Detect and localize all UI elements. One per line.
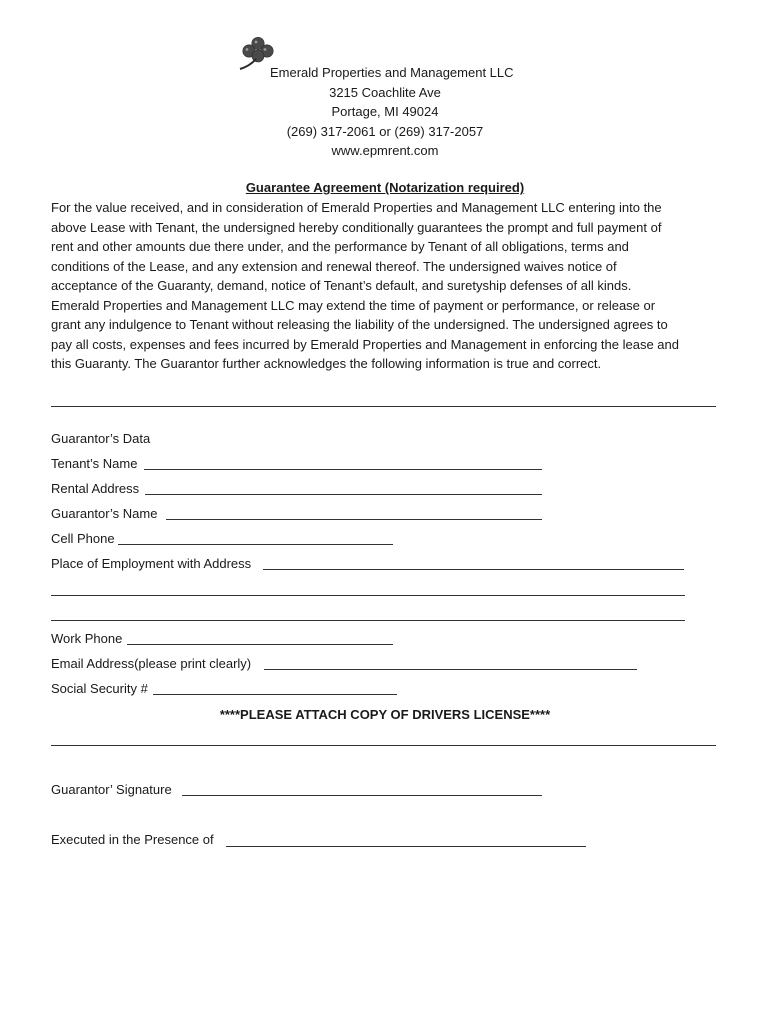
letterhead [270, 63, 514, 161]
employment-field-line-3[interactable] [51, 620, 685, 621]
presence-field[interactable] [226, 846, 586, 847]
license-notice: ****PLEASE ATTACH COPY OF DRIVERS LICENSE**** [219, 707, 551, 722]
cell-phone-field[interactable] [118, 544, 393, 545]
company-phones: (269) 317-2061 or (269) 317-2057 [286, 123, 484, 139]
paragraph-line: For the value received, and in consideration of Emerald Properties and Management LLC entering into the [51, 200, 662, 215]
tenant-name-field[interactable] [144, 469, 542, 470]
paragraph-line: acceptance of the Guaranty, demand, notice of Tenant’s default, and suretyship defenses of all kinds. [51, 278, 632, 293]
guarantor-data-heading: Guarantor’s Data [51, 431, 151, 446]
guarantor-name-field[interactable] [166, 519, 542, 520]
section-divider [51, 406, 716, 407]
employment-label: Place of Employment with Address [51, 556, 252, 571]
email-field[interactable] [264, 669, 637, 670]
paragraph-line: grant any indulgence to Tenant without releasing the liability of the undersigned. The undersigned agrees to [51, 317, 668, 332]
presence-label: Executed in the Presence of [51, 832, 214, 847]
agreement-paragraph [51, 198, 731, 374]
document-title: Guarantee Agreement (Notarization required) [245, 180, 525, 195]
paragraph-line: Emerald Properties and Management LLC may extend the time of payment or performance, or release or [51, 297, 656, 313]
ssn-label: Social Security # [51, 681, 148, 696]
paragraph-line: rent and other amounts due there under, and the performance by Tenant of all obligations, terms and [51, 239, 629, 254]
company-name: Emerald Properties and Management LLC [270, 65, 514, 80]
company-street: 3215 Coachlite Ave [329, 84, 441, 100]
paragraph-line: pay all costs, expenses and fees incurred by Emerald Properties and Management in enforcing the lease and [51, 336, 679, 352]
rental-address-field[interactable] [145, 494, 542, 495]
email-label: Email Address(please print clearly) [51, 656, 252, 671]
rental-address-label: Rental Address [51, 481, 140, 496]
company-city-state-zip: Portage, MI 49024 [331, 104, 439, 119]
section-divider [51, 745, 716, 746]
cell-phone-label: Cell Phone [51, 531, 115, 546]
work-phone-label: Work Phone [51, 631, 123, 646]
company-website: www.epmrent.com [331, 143, 439, 158]
paragraph-line: above Lease with Tenant, the undersigned hereby conditionally guarantees the prompt and full payment of [51, 219, 662, 235]
paragraph-line: this Guaranty. The Guarantor further acknowledges the following information is true and correct. [51, 356, 602, 371]
ssn-field[interactable] [153, 694, 397, 695]
signature-label: Guarantor’ Signature [51, 782, 172, 797]
work-phone-field[interactable] [127, 644, 393, 645]
paragraph-line: conditions of the Lease, and any extension and renewal thereof. The undersigned waives notice of [51, 258, 617, 274]
guarantor-name-label: Guarantor’s Name [51, 506, 158, 521]
signature-field[interactable] [182, 795, 542, 796]
employment-field[interactable] [263, 569, 684, 570]
employment-field-line-2[interactable] [51, 595, 685, 596]
tenant-name-label: Tenant’s Name [51, 456, 138, 471]
